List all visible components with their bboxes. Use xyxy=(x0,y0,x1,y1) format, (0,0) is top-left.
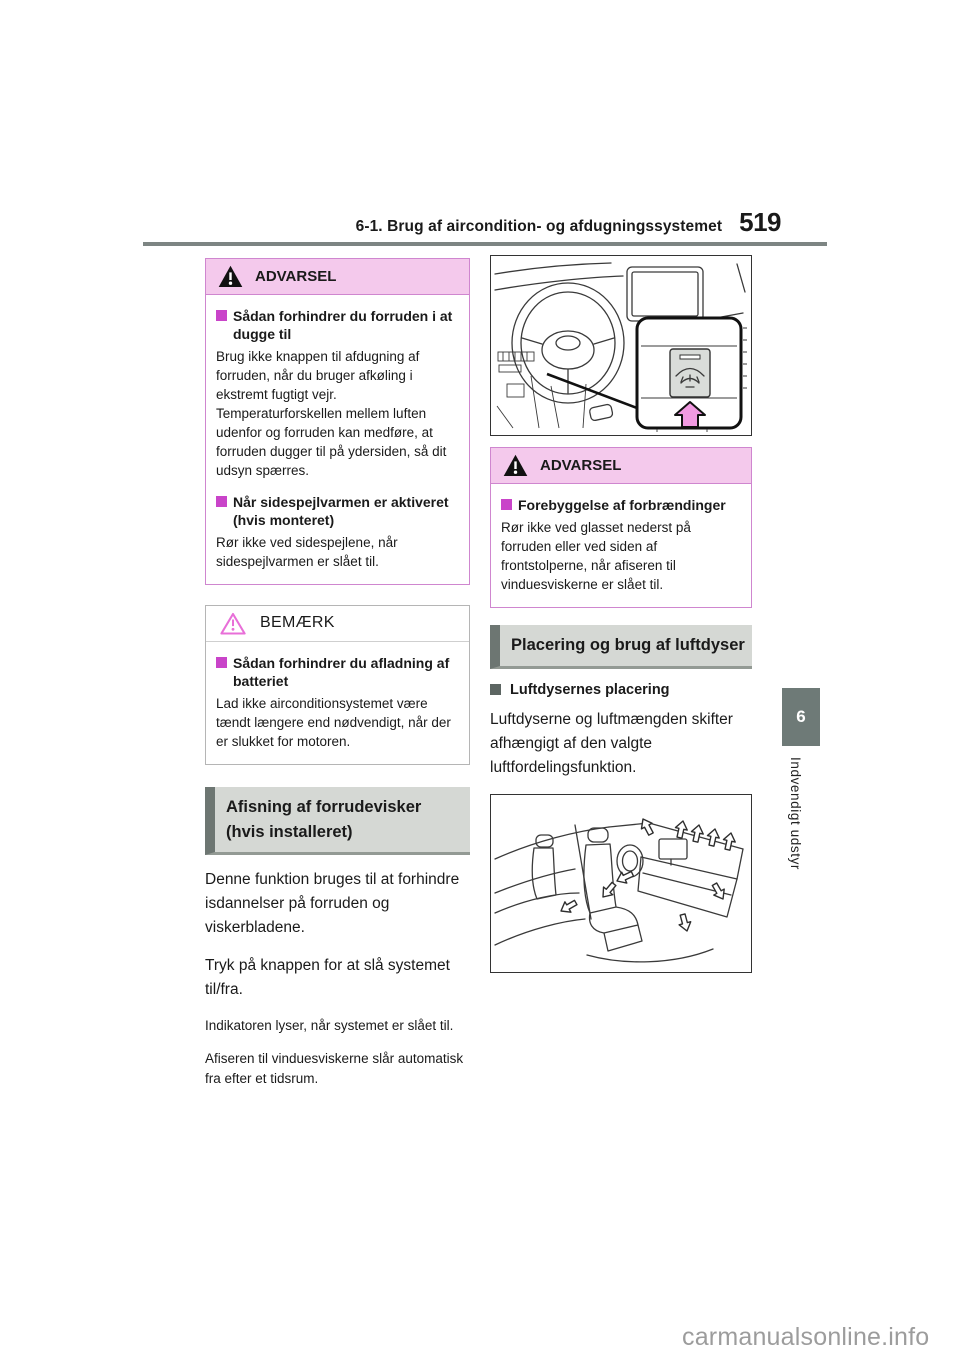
warning-item-body: Brug ikke knappen til afdugning af forruden, når du bruger afkøling i ekstremt fugtigt vejr. Temperaturforskellen mellem luften udenfor og forruden kan medføre, at forruden dugger til på ydersiden, så dit udsyn spærres. xyxy=(216,349,447,478)
advarsel-box-body xyxy=(491,484,751,607)
advarsel-box-header xyxy=(206,259,469,295)
warning-item-heading: Sådan forhindrer du forruden i at dugge til xyxy=(216,307,459,343)
chapter-tab: 6 xyxy=(782,688,820,746)
notice-item-body: Lad ikke airconditionsystemet være tændt længere end nødvendigt, når der er slukket for motoren. xyxy=(216,696,451,749)
bemaerk-box-body xyxy=(206,642,469,764)
paragraph: Denne funktion bruges til at forhindre isdannelser på forruden og viskerbladene. xyxy=(205,871,460,937)
warning-item-body: Rør ikke ved glasset nederst på forruden eller ved siden af frontstolperne, når afiseren til vinduesviskerne er slået til. xyxy=(501,520,691,592)
warning-triangle-icon xyxy=(218,265,243,288)
advarsel-title: ADVARSEL xyxy=(540,457,622,474)
bemaerk-box-battery xyxy=(205,605,470,765)
warning-triangle-icon xyxy=(503,454,528,477)
cabin-outline xyxy=(495,823,743,962)
section-breadcrumb: 6-1. Brug af aircondition- og afdugningssystemet xyxy=(355,218,723,235)
paragraph-note: Indikatoren lyser, når systemet er slået til. xyxy=(205,1018,454,1034)
section-heading-wiper-deicer: Afisning af forrudevisker (hvis installeret) xyxy=(205,787,470,856)
windshield-deicer-button xyxy=(670,349,710,397)
cabin-airflow-illustration xyxy=(490,794,752,973)
pedal xyxy=(589,404,613,421)
notice-item-heading: Sådan forhindrer du afladning af batteriet xyxy=(216,654,459,690)
notice-triangle-icon xyxy=(220,612,246,635)
header-divider xyxy=(143,242,827,246)
advarsel-box-burns xyxy=(490,447,752,608)
chapter-label: Indvendigt udstyr xyxy=(788,757,803,871)
bemaerk-box-header xyxy=(206,606,469,642)
magenta-square-bullet-icon xyxy=(501,499,512,510)
gray-square-bullet-icon xyxy=(490,684,501,695)
magenta-square-bullet-icon xyxy=(216,310,227,321)
paragraph: Luftdyserne og luftmængden skifter afhængigt af den valgte luftfordelingsfunktion. xyxy=(490,710,733,776)
warning-item-heading: Når sidespejlvarmen er aktiveret (hvis monteret) xyxy=(216,493,459,529)
paragraph-note: Afiseren til vinduesviskerne slår automatisk fra efter et tidsrum. xyxy=(205,1050,464,1086)
subsection-air-outlet-locations: Luftdysernes placering xyxy=(490,682,752,698)
advarsel-box-header xyxy=(491,448,751,484)
warning-item-heading: Forebyggelse af forbrændinger xyxy=(501,496,741,514)
bemaerk-title: BEMÆRK xyxy=(260,614,335,632)
magenta-square-bullet-icon xyxy=(216,496,227,507)
steering-wheel xyxy=(512,283,624,403)
dashboard-defrost-button-illustration xyxy=(490,255,752,436)
magenta-square-bullet-icon xyxy=(216,657,227,668)
left-column xyxy=(205,258,470,1101)
section-heading-air-outlets: Placering og brug af luftdyser xyxy=(490,625,752,669)
advarsel-box-body xyxy=(206,295,469,584)
paragraph: Tryk på knappen for at slå systemet til/fra. xyxy=(205,957,450,999)
button-indicator xyxy=(680,355,700,359)
switch-panel xyxy=(497,352,539,428)
watermark: carmanualsonline.info xyxy=(682,1323,930,1351)
display-screen xyxy=(659,839,687,859)
page-number: 519 xyxy=(739,207,781,237)
page-header xyxy=(143,207,827,238)
advarsel-title: ADVARSEL xyxy=(255,268,337,285)
warning-item-body: Rør ikke ved sidespejlene, når sidespejlvarmen er slået til. xyxy=(216,534,398,569)
advarsel-box-fog xyxy=(205,258,470,585)
right-column xyxy=(490,255,752,985)
display-screen xyxy=(627,267,703,321)
